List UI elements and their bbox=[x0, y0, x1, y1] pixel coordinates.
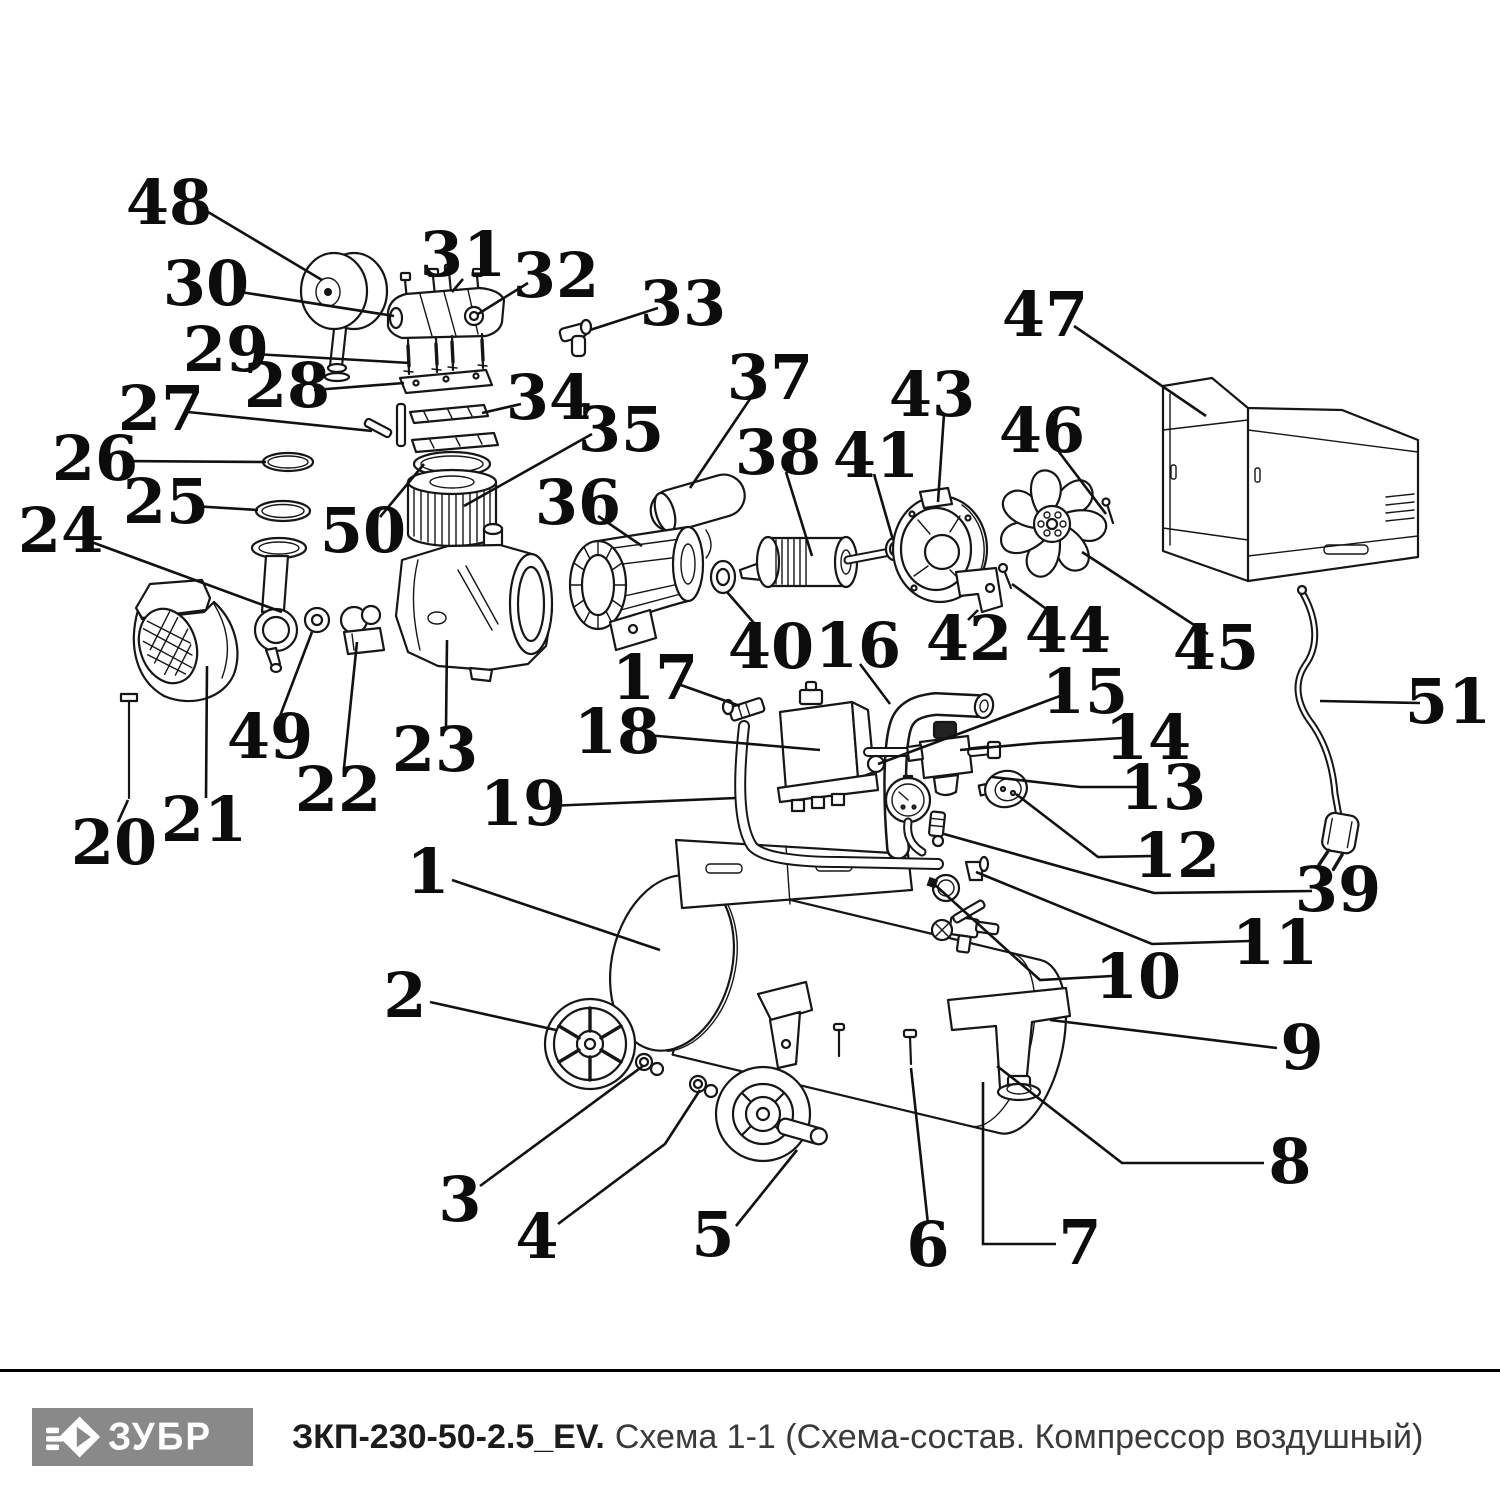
schema-description: Схема 1-1 (Схема-состав. Компрессор воздушный) bbox=[614, 1417, 1424, 1456]
part-label-44: 44 bbox=[1024, 594, 1112, 667]
footer bbox=[0, 1372, 1500, 1500]
part-label-38: 38 bbox=[734, 416, 822, 489]
part-label-3: 3 bbox=[438, 1163, 482, 1236]
safety-valve-drawing bbox=[929, 811, 945, 846]
part-label-33: 33 bbox=[639, 267, 727, 340]
gauge-side-drawing bbox=[977, 767, 1030, 812]
leader-line-3 bbox=[480, 1066, 643, 1186]
part-label-37: 37 bbox=[726, 341, 814, 414]
valve-plate-drawing bbox=[400, 370, 492, 393]
part-label-39: 39 bbox=[1294, 853, 1382, 926]
part-label-17: 17 bbox=[611, 641, 699, 714]
part-label-27: 27 bbox=[117, 372, 205, 445]
part-label-51: 51 bbox=[1404, 665, 1492, 738]
tank-platform-drawing bbox=[676, 840, 912, 908]
part-label-35: 35 bbox=[577, 393, 665, 466]
part-label-36: 36 bbox=[534, 466, 622, 539]
part-label-42: 42 bbox=[925, 602, 1013, 675]
leader-line-4 bbox=[558, 1090, 700, 1224]
part-label-31: 31 bbox=[419, 218, 507, 291]
part-label-46: 46 bbox=[998, 394, 1086, 467]
part-label-2: 2 bbox=[383, 959, 427, 1032]
part-label-32: 32 bbox=[512, 239, 600, 312]
long-screw-drawing bbox=[121, 694, 137, 798]
leader-line-26 bbox=[124, 461, 266, 462]
part-label-7: 7 bbox=[1058, 1206, 1102, 1279]
leader-line-47 bbox=[1074, 326, 1206, 416]
part-label-1: 1 bbox=[406, 835, 450, 908]
leader-line-19 bbox=[548, 798, 736, 806]
part-label-29: 29 bbox=[182, 313, 270, 386]
bearing-drawing bbox=[711, 561, 735, 593]
part-label-26: 26 bbox=[51, 422, 139, 495]
part-label-5: 5 bbox=[691, 1198, 735, 1271]
part-label-6: 6 bbox=[906, 1208, 950, 1281]
part-label-19: 19 bbox=[479, 767, 567, 840]
part-label-8: 8 bbox=[1268, 1125, 1312, 1198]
part-label-13: 13 bbox=[1119, 751, 1207, 824]
leader-line-2 bbox=[430, 1002, 556, 1030]
part-label-12: 12 bbox=[1133, 819, 1221, 892]
part-label-20: 20 bbox=[70, 806, 158, 879]
leader-line-22 bbox=[344, 642, 357, 768]
part-label-22: 22 bbox=[294, 753, 382, 826]
part-label-34: 34 bbox=[505, 361, 593, 434]
crankcase-drawing bbox=[396, 524, 552, 681]
piston-pin-drawing bbox=[364, 404, 405, 446]
fan-drawing bbox=[996, 465, 1113, 581]
breather-elbow-drawing bbox=[559, 320, 591, 356]
part-label-21: 21 bbox=[160, 783, 248, 856]
head-studs-drawing bbox=[404, 334, 487, 374]
part-label-24: 24 bbox=[17, 494, 105, 567]
motor-stator-drawing bbox=[570, 527, 703, 650]
part-label-43: 43 bbox=[888, 358, 976, 431]
part-label-30: 30 bbox=[162, 247, 250, 320]
power-cord-drawing bbox=[1298, 586, 1360, 872]
brand-name: ЗУБР bbox=[108, 1414, 213, 1458]
part-label-14: 14 bbox=[1104, 701, 1192, 774]
leader-line-9 bbox=[1050, 1020, 1277, 1048]
shroud-cover-drawing bbox=[1163, 378, 1418, 581]
part-label-16: 16 bbox=[814, 609, 902, 682]
crank-weight-drawing bbox=[341, 606, 384, 654]
washer-drawing bbox=[305, 608, 329, 632]
part-label-10: 10 bbox=[1094, 940, 1182, 1013]
leader-line-21 bbox=[206, 666, 207, 798]
footer-caption bbox=[292, 1408, 1423, 1466]
part-label-41: 41 bbox=[832, 419, 920, 492]
wheel-large-drawing bbox=[545, 999, 635, 1089]
head-gasket-drawing bbox=[410, 405, 488, 423]
part-label-15: 15 bbox=[1041, 655, 1129, 728]
leader-line-39 bbox=[944, 834, 1312, 893]
part-label-40: 40 bbox=[727, 610, 815, 683]
model-code: ЗКП-230-50-2.5_EV. bbox=[292, 1417, 605, 1456]
rotor-drawing bbox=[740, 537, 890, 587]
zubr-diamond-arrow-icon bbox=[46, 1413, 102, 1461]
part-label-18: 18 bbox=[573, 695, 661, 768]
part-label-4: 4 bbox=[515, 1200, 559, 1273]
part-label-49: 49 bbox=[226, 700, 314, 773]
part-label-11: 11 bbox=[1231, 906, 1319, 979]
part-label-23: 23 bbox=[391, 713, 479, 786]
leader-line-14 bbox=[960, 738, 1122, 750]
part-label-9: 9 bbox=[1280, 1011, 1324, 1084]
brand-logo bbox=[32, 1408, 253, 1466]
part-label-45: 45 bbox=[1172, 611, 1260, 684]
cylinder-head-drawing bbox=[388, 288, 504, 338]
part-label-25: 25 bbox=[122, 465, 210, 538]
base-gasket-drawing bbox=[412, 433, 498, 452]
part-label-50: 50 bbox=[319, 494, 407, 567]
part-label-47: 47 bbox=[1001, 278, 1089, 351]
part-label-28: 28 bbox=[243, 349, 331, 422]
blower-housing-drawing bbox=[130, 580, 238, 701]
cylinder-drawing bbox=[408, 470, 496, 546]
part-label-48: 48 bbox=[125, 166, 213, 239]
